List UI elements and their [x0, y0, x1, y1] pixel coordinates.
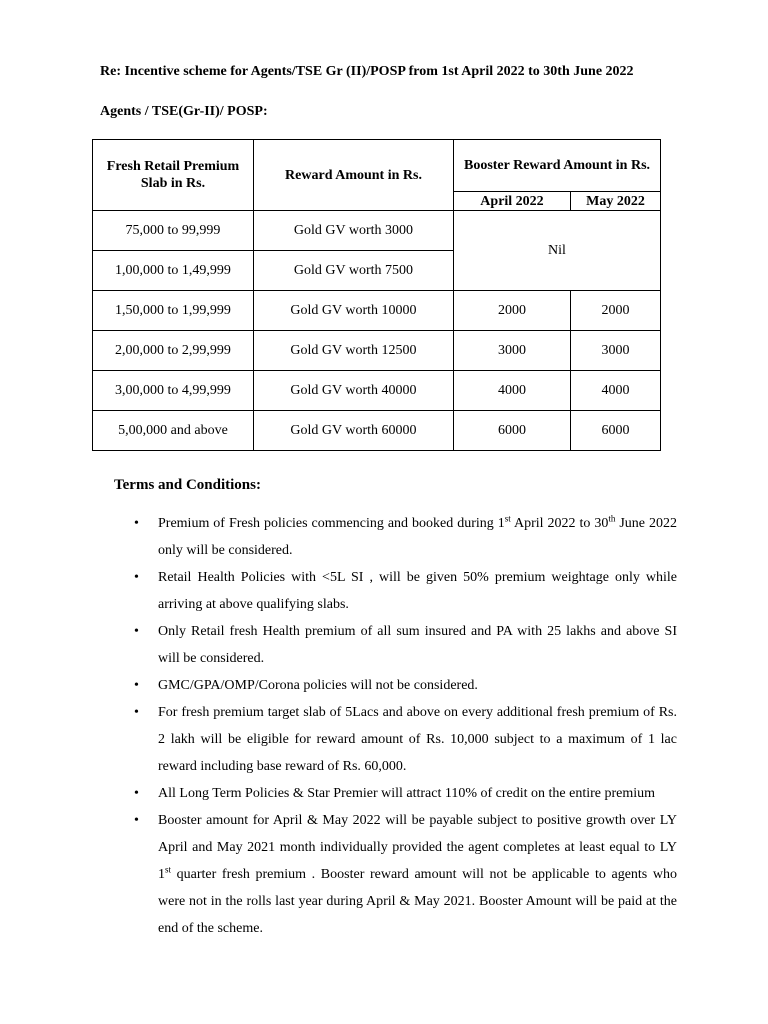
superscript: st	[504, 513, 511, 524]
term-text: Only Retail fresh Health premium of all sum insured and PA with 25 lakhs and above SI will be considered.	[158, 624, 677, 666]
slab-cell: 2,00,000 to 2,99,999	[93, 331, 254, 371]
term-text: Retail Health Policies with <5L SI , will be given 50% premium weightage only while arriving at above qualifying slabs.	[158, 570, 677, 612]
bullet-icon: •	[134, 813, 139, 828]
list-item	[134, 699, 677, 780]
reward-cell: Gold GV worth 7500	[254, 251, 454, 291]
term-text: GMC/GPA/OMP/Corona policies will not be considered.	[158, 678, 478, 693]
terms-list	[134, 510, 677, 942]
may-cell: 3000	[571, 331, 661, 371]
april-cell: 3000	[454, 331, 571, 371]
bullet-icon: •	[134, 705, 139, 720]
reward-cell: Gold GV worth 3000	[254, 211, 454, 251]
list-item	[134, 780, 677, 807]
document-title: Re: Incentive scheme for Agents/TSE Gr (II)/POSP from 1st April 2022 to 30th June 2022	[100, 64, 634, 79]
reward-cell: Gold GV worth 12500	[254, 331, 454, 371]
table-header-row	[93, 140, 661, 192]
header-reward-amount: Reward Amount in Rs.	[254, 140, 454, 211]
list-item	[134, 618, 677, 672]
slab-cell: 5,00,000 and above	[93, 411, 254, 451]
slab-cell: 1,00,000 to 1,49,999	[93, 251, 254, 291]
slab-cell: 3,00,000 to 4,99,999	[93, 371, 254, 411]
list-item	[134, 672, 677, 699]
april-cell: 4000	[454, 371, 571, 411]
reward-cell: Gold GV worth 10000	[254, 291, 454, 331]
incentive-table	[92, 139, 661, 451]
table-row	[93, 371, 661, 411]
table-row	[93, 291, 661, 331]
april-cell: 2000	[454, 291, 571, 331]
april-cell: 6000	[454, 411, 571, 451]
list-item	[134, 807, 677, 942]
slab-cell: 75,000 to 99,999	[93, 211, 254, 251]
table-row	[93, 411, 661, 451]
superscript: st	[165, 864, 172, 875]
header-april: April 2022	[454, 192, 571, 211]
bullet-icon: •	[134, 678, 139, 693]
reward-cell: Gold GV worth 60000	[254, 411, 454, 451]
list-item	[134, 564, 677, 618]
header-may: May 2022	[571, 192, 661, 211]
may-cell: 2000	[571, 291, 661, 331]
section-subheading: Agents / TSE(Gr-II)/ POSP:	[100, 104, 268, 119]
bullet-icon: •	[134, 786, 139, 801]
table-row	[93, 331, 661, 371]
term-text: For fresh premium target slab of 5Lacs and above on every additional fresh premium of Rs. 2 lakh will be eligible for reward amount of Rs. 10,000 subject to a maximum of 1 lac reward including base reward of Rs. 60,000.	[158, 705, 677, 774]
bullet-icon: •	[134, 624, 139, 639]
superscript: th	[608, 513, 616, 524]
term-text: April 2022 to 30	[510, 516, 609, 531]
term-text: quarter fresh premium . Booster reward amount will not be applicable to agents who were not in the rolls last year during April & May 2021. Booster Amount will be paid at the end of the scheme.	[158, 867, 677, 936]
term-text: All Long Term Policies & Star Premier will attract 110% of credit on the entire premium	[158, 786, 656, 801]
bullet-icon: •	[134, 516, 139, 531]
bullet-icon: •	[134, 570, 139, 585]
table-row	[93, 211, 661, 251]
list-item	[134, 510, 677, 564]
may-cell: 4000	[571, 371, 661, 411]
slab-cell: 1,50,000 to 1,99,999	[93, 291, 254, 331]
term-text: June 2022 only will be considered.	[158, 516, 677, 558]
term-text: Booster amount for April & May 2022 will be payable subject to positive growth over LY April and May 2021 month individually provided the agent completes at least equal to LY 1	[158, 813, 677, 882]
booster-nil-cell: Nil	[454, 211, 661, 291]
header-premium-slab: Fresh Retail Premium Slab in Rs.	[93, 140, 254, 211]
term-text: Premium of Fresh policies commencing and booked during 1	[158, 516, 505, 531]
terms-heading: Terms and Conditions:	[114, 477, 261, 493]
may-cell: 6000	[571, 411, 661, 451]
reward-cell: Gold GV worth 40000	[254, 371, 454, 411]
header-booster-reward: Booster Reward Amount in Rs.	[454, 140, 661, 192]
